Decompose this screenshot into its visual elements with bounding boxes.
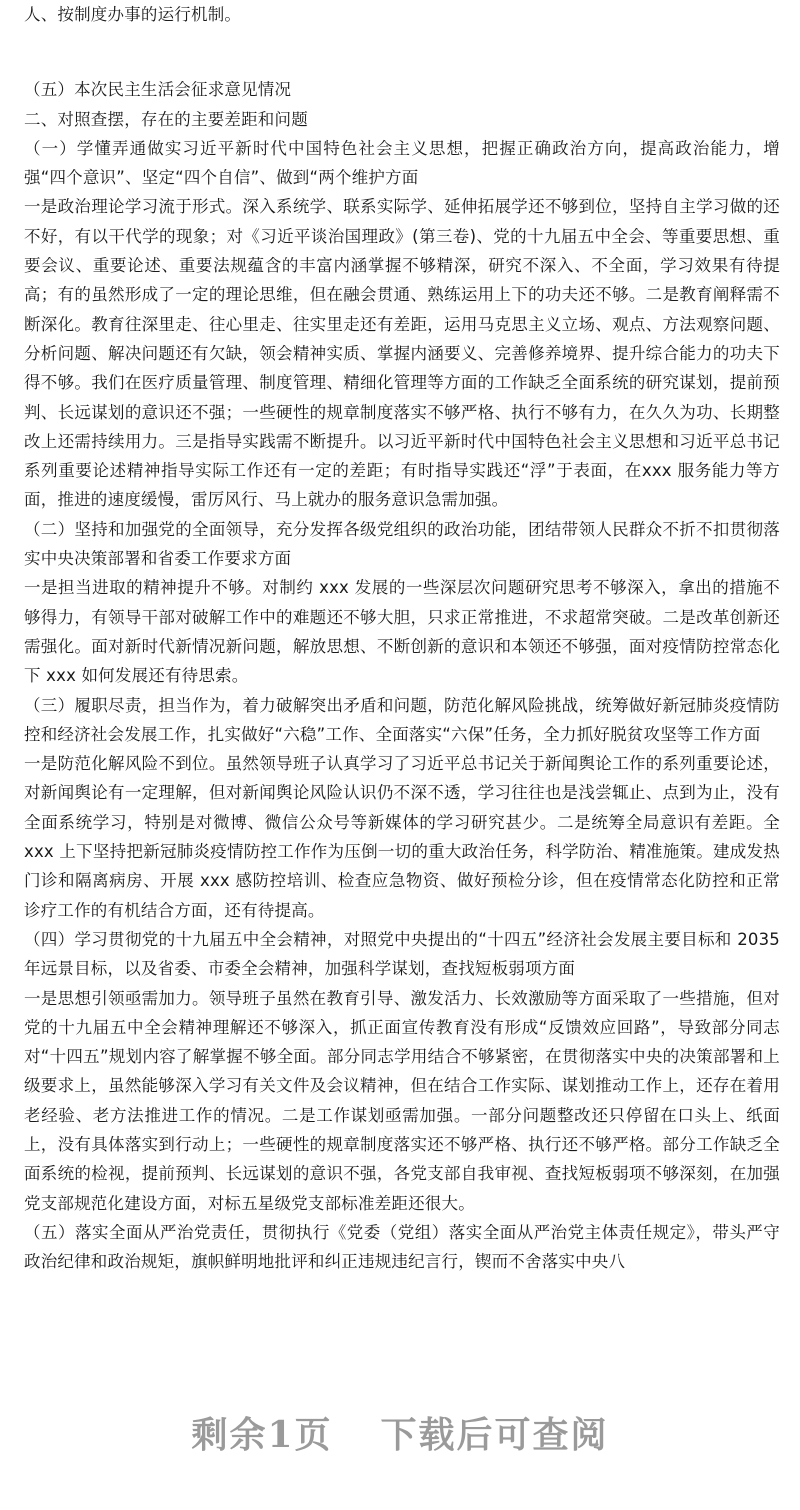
remaining-pages-label: 剩余1页: [191, 1413, 333, 1456]
download-prompt-banner[interactable]: [0, 1410, 800, 1454]
page-blank-area: [0, 1330, 800, 1410]
paragraph: 一是思想引领亟需加力。领导班子虽然在教育引导、激发活力、长效激励等方面采取了一些措施，但对党的十九届五中全会精神理解还不够深入，抓正面宣传教育没有形成“反馈效应回路”，导致部分同志对“十四五”规划内容了解掌握不够全面。部分同志学用结合不够紧密，在贯彻落实中央的决策部署和上级要求上，虽然能够深入学习有关文件及会议精神，但在结合工作实际、谋划推动工作上，还存在着用老经验、老方法推进工作的情况。二是工作谋划亟需加强。一部分问题整改还只停留在口头上、纸面上，没有具体落实到行动上；一些硬性的规章制度落实还不够严格、执行还不够严格。部分工作缺乏全面系统的检视，提前预判、长远谋划的意识不强，各党支部自我审视、查找短板弱项不够深刻，在加强党支部规范化建设方面，对标五星级党支部标准差距还很大。: [24, 988, 780, 1213]
paragraph-spacer: [24, 29, 780, 75]
paragraph-top: 人、按制度办事的运行机制。: [24, 5, 242, 24]
subsection-heading: （一）学懂弄通做实习近平新时代中国特色社会主义思想，把握正确政治方向，提高政治能力，增强“四个意识”、坚定“四个自信”、做到“两个维护方面: [24, 138, 780, 188]
download-to-view-label[interactable]: 下载后可查阅: [380, 1413, 609, 1456]
subsection-heading: （四）学习贯彻党的十九届五中全会精神，对照党中央提出的“十四五”经济社会发展主要目标和 2035 年远景目标，以及省委、市委全会精神，加强科学谋划，查找短板弱项方面: [24, 929, 780, 979]
section-heading: 二、对照查摆，存在的主要差距和问题: [24, 109, 308, 129]
section-heading: （五）本次民主生活会征求意见情况: [24, 80, 292, 100]
subsection-heading: （三）履职尽责，担当作为，着力破解突出矛盾和问题，防范化解风险挑战，统筹做好新冠肺炎疫情防控和经济社会发展工作，扎实做好“六稳”工作、全面落实“六保”任务，全力抓好脱贫攻坚等工作方面: [24, 695, 780, 744]
paragraph: 一是政治理论学习流于形式。深入系统学、联系实际学、延伸拓展学还不够到位，坚持自主学习做的还不好，有以干代学的现象；对《习近平谈治国理政》(第三卷)、党的十九届五中全会、等重要思想、重要会议、重要论述、重要法规蕴含的丰富内涵掌握不够精深，研究不深入、不全面，学习效果有待提高；有的虽然形成了一定的理论思维，但在融会贯通、熟练运用上下的功夫还不够。二是教育阐释需不断深化。教育往深里走、往心里走、往实里走还有差距，运用马克思主义立场、观点、方法观察问题、分析问题、解决问题还有欠缺，领会精神实质、掌握内涵要义、完善修养境界、提升综合能力的功夫下得不够。我们在医疗质量管理、制度管理、精细化管理等方面的工作缺乏全面系统的研究谋划，提前预判、长远谋划的意识还不强；一些硬性的规章制度落实不够严格、执行不够有力，在久久为功、长期整改上还需持续用力。三是指导实践需不断提升。以习近平新时代中国特色社会主义思想和习近平总书记系列重要论述精神指导实际工作还有一定的差距；有时指导实践还“浮”于表面，在xxx 服务能力等方面，推进的速度缓慢，雷厉风行、马上就办的服务意识急需加强。: [24, 197, 780, 510]
subsection-heading: （二）坚持和加强党的全面领导，充分发挥各级党组织的政治功能，团结带领人民群众不折不扣贯彻落实中央决策部署和省委工作要求方面: [24, 519, 780, 569]
document-body: [24, 0, 780, 1276]
paragraph: 一是防范化解风险不到位。虽然领导班子认真学习了习近平总书记关于新闻舆论工作的系列重要论述，对新闻舆论有一定理解，但对新闻舆论风险认识仍不深不透，学习往往也是浅尝辄止、点到为止，没有全面系统学习，特别是对微博、微信公众号等新媒体的学习研究甚少。二是统筹全局意识有差距。全 xxx 上下坚持把新冠肺炎疫情防控工作作为压倒一切的重大政治任务，科学防治、精准施策。建成发热门诊和隔离病房、开展 xxx 感防控培训、检查应急物资、做好预检分诊，但在疫情常态化防控和正常诊疗工作的有机结合方面，还有待提高。: [24, 754, 780, 920]
paragraph: 一是担当进取的精神提升不够。对制约 xxx 发展的一些深层次问题研究思考不够深入，拿出的措施不够得力，有领导干部对破解工作中的难题还不够大胆，只求正常推进，不求超常突破。二是改革创新还需强化。面对新时代新情况新问题，解放思想、不断创新的意识和本领还不够强，面对疫情防控常态化下 xxx 如何发展还有待思索。: [24, 578, 780, 686]
subsection-heading: （五）落实全面从严治党责任，贯彻执行《党委（党组）落实全面从严治党主体责任规定》，带头严守政治纪律和政治规矩，旗帜鲜明地批评和纠正违规违纪言行，锲而不舍落实中央八: [24, 1222, 780, 1272]
